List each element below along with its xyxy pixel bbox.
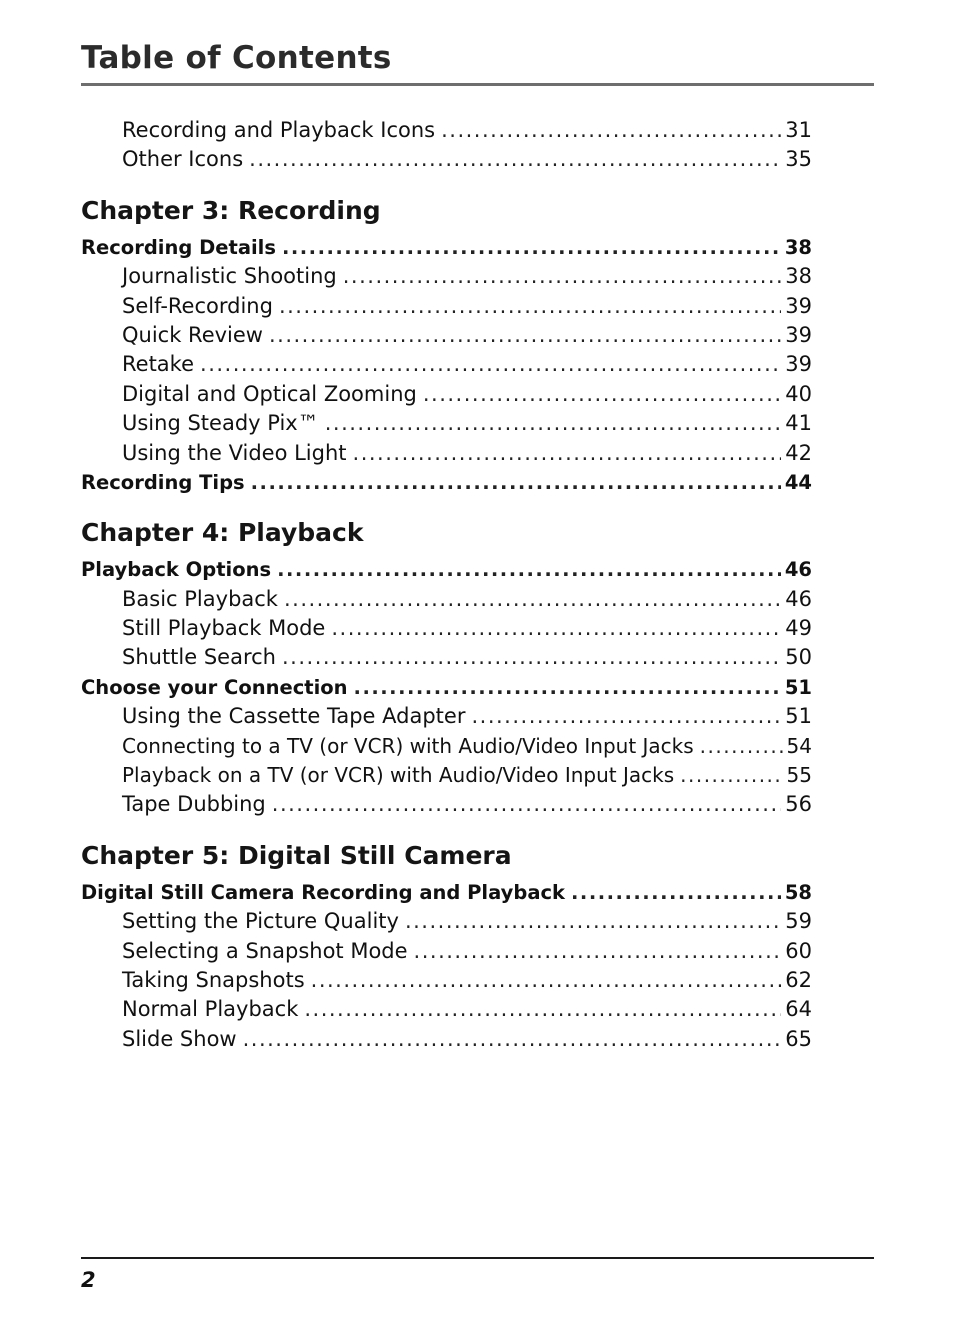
page-title: Table of Contents: [81, 40, 392, 76]
toc-section-page: 44: [784, 470, 812, 494]
dot-leader: [325, 409, 782, 438]
toc-section-title: Digital Still Camera Recording and Playback: [81, 880, 566, 904]
toc-entry-page: 65: [785, 1026, 812, 1051]
toc-entry-title: Using the Video Light: [122, 440, 347, 465]
dot-leader: [405, 907, 781, 936]
toc-entry-title: Shuttle Search: [122, 645, 276, 670]
toc-entry-page: 54: [786, 733, 812, 758]
toc-entry-page: 64: [785, 997, 812, 1022]
toc-section[interactable]: [81, 555, 812, 584]
toc-entry-title: Tape Dubbing: [122, 792, 266, 817]
toc-section-title: Choose your Connection: [81, 675, 348, 699]
toc-entry-title: Recording and Playback Icons: [122, 118, 436, 142]
toc-entry-title: Digital and Optical Zooming: [122, 381, 417, 406]
footer-rule: [81, 1257, 874, 1259]
toc-entry-title: Connecting to a TV (or VCR) with Audio/Video Input Jacks: [122, 733, 694, 758]
toc-entry[interactable]: [81, 585, 812, 614]
toc-section[interactable]: [81, 673, 812, 702]
toc-section-page: 38: [784, 235, 812, 259]
toc-entry-page: 31: [785, 118, 812, 142]
toc-entry[interactable]: [81, 907, 812, 936]
toc-entry-page: 46: [785, 586, 812, 611]
toc-entry[interactable]: [81, 995, 812, 1024]
toc-entry[interactable]: [81, 1025, 812, 1054]
dot-leader: [200, 350, 781, 379]
toc-entry-title: Normal Playback: [122, 997, 299, 1022]
toc-entry-page: 35: [785, 147, 812, 172]
toc-entry-title: Still Playback Mode: [122, 616, 326, 641]
dot-leader: [304, 995, 781, 1024]
dot-leader: [272, 790, 782, 819]
toc-entry-page: 39: [785, 322, 812, 347]
toc-entry-page: 51: [785, 704, 812, 729]
toc-section[interactable]: [81, 233, 812, 262]
dot-leader: [277, 555, 781, 584]
dot-leader: [243, 1025, 782, 1054]
toc-entry-title: Basic Playback: [122, 586, 278, 611]
toc-entry[interactable]: [81, 350, 812, 379]
toc-entry[interactable]: [81, 702, 812, 731]
toc-entry-title: Selecting a Snapshot Mode: [122, 938, 408, 963]
dot-leader: [571, 878, 781, 907]
toc-entry-title: Quick Review: [122, 322, 263, 347]
dot-leader: [331, 614, 781, 643]
toc-entry[interactable]: [81, 409, 812, 438]
toc-entry[interactable]: [81, 262, 812, 291]
dot-leader: [284, 585, 781, 614]
toc-section-title: Recording Details: [81, 235, 276, 259]
toc-section-page: 58: [784, 880, 812, 904]
toc-entry-title: Taking Snapshots: [122, 967, 305, 992]
dot-leader: [282, 643, 781, 672]
toc-section-title: Playback Options: [81, 558, 272, 582]
toc-entry[interactable]: [81, 292, 812, 321]
dot-leader: [282, 233, 781, 262]
dot-leader: [353, 439, 782, 468]
dot-leader: [343, 262, 782, 291]
dot-leader: [441, 116, 781, 145]
toc-entry[interactable]: [81, 761, 812, 790]
toc-entry-page: 38: [785, 264, 812, 289]
toc-entry[interactable]: [81, 790, 812, 819]
toc-entry-page: 59: [785, 909, 812, 934]
toc-entry-title: Self-Recording: [122, 293, 273, 318]
toc-entry[interactable]: [81, 966, 812, 995]
toc-entry-page: 42: [785, 440, 812, 465]
dot-leader: [423, 380, 781, 409]
toc-entry[interactable]: [81, 937, 812, 966]
toc-entry-page: 49: [785, 616, 812, 641]
dot-leader: [414, 937, 782, 966]
toc-section[interactable]: [81, 878, 812, 907]
toc-entry-page: 55: [786, 763, 812, 788]
toc-entry-page: 41: [785, 411, 812, 436]
toc-entry-page: 60: [785, 938, 812, 963]
toc-entry-title: Other Icons: [122, 147, 244, 172]
dot-leader: [471, 702, 781, 731]
toc-entry-page: 40: [785, 381, 812, 406]
toc-entry-title: Retake: [122, 352, 195, 377]
toc-section-title: Recording Tips: [81, 470, 245, 494]
chapter-heading: Chapter 5: Digital Still Camera: [81, 840, 512, 870]
toc-entry[interactable]: [81, 732, 812, 761]
toc-entry-page: 50: [785, 645, 812, 670]
toc-entry-title: Journalistic Shooting: [122, 264, 337, 289]
dot-leader: [279, 292, 781, 321]
dot-leader: [251, 468, 781, 497]
toc-entry-page: 39: [785, 352, 812, 377]
toc-section-page: 46: [784, 558, 812, 582]
table-of-contents: [81, 116, 812, 1054]
toc-entry-page: 39: [785, 293, 812, 318]
dot-leader: [249, 145, 781, 174]
toc-entry[interactable]: [81, 439, 812, 468]
dot-leader: [680, 761, 782, 790]
toc-section[interactable]: [81, 468, 812, 497]
toc-entry-title: Setting the Picture Quality: [122, 909, 399, 934]
toc-entry-title: Playback on a TV (or VCR) with Audio/Video Input Jacks: [122, 763, 675, 788]
toc-entry[interactable]: [81, 643, 812, 672]
dot-leader: [311, 966, 782, 995]
dot-leader: [700, 732, 783, 761]
header-rule: [81, 83, 874, 86]
toc-entry-page: 56: [785, 792, 812, 817]
dot-leader: [354, 673, 781, 702]
toc-entry[interactable]: [81, 614, 812, 643]
toc-section-page: 51: [784, 675, 812, 699]
toc-entry-title: Using the Cassette Tape Adapter: [122, 704, 466, 729]
chapter-heading: Chapter 4: Playback: [81, 518, 364, 548]
dot-leader: [269, 321, 781, 350]
toc-entry[interactable]: [81, 116, 812, 145]
page-number: 2: [81, 1268, 96, 1292]
toc-entry[interactable]: [81, 321, 812, 350]
toc-entry-title: Using Steady Pix™: [122, 411, 319, 436]
chapter-heading: Chapter 3: Recording: [81, 195, 381, 225]
toc-entry-title: Slide Show: [122, 1026, 237, 1051]
toc-entry[interactable]: [81, 380, 812, 409]
toc-entry-page: 62: [785, 967, 812, 992]
toc-entry[interactable]: [81, 145, 812, 174]
